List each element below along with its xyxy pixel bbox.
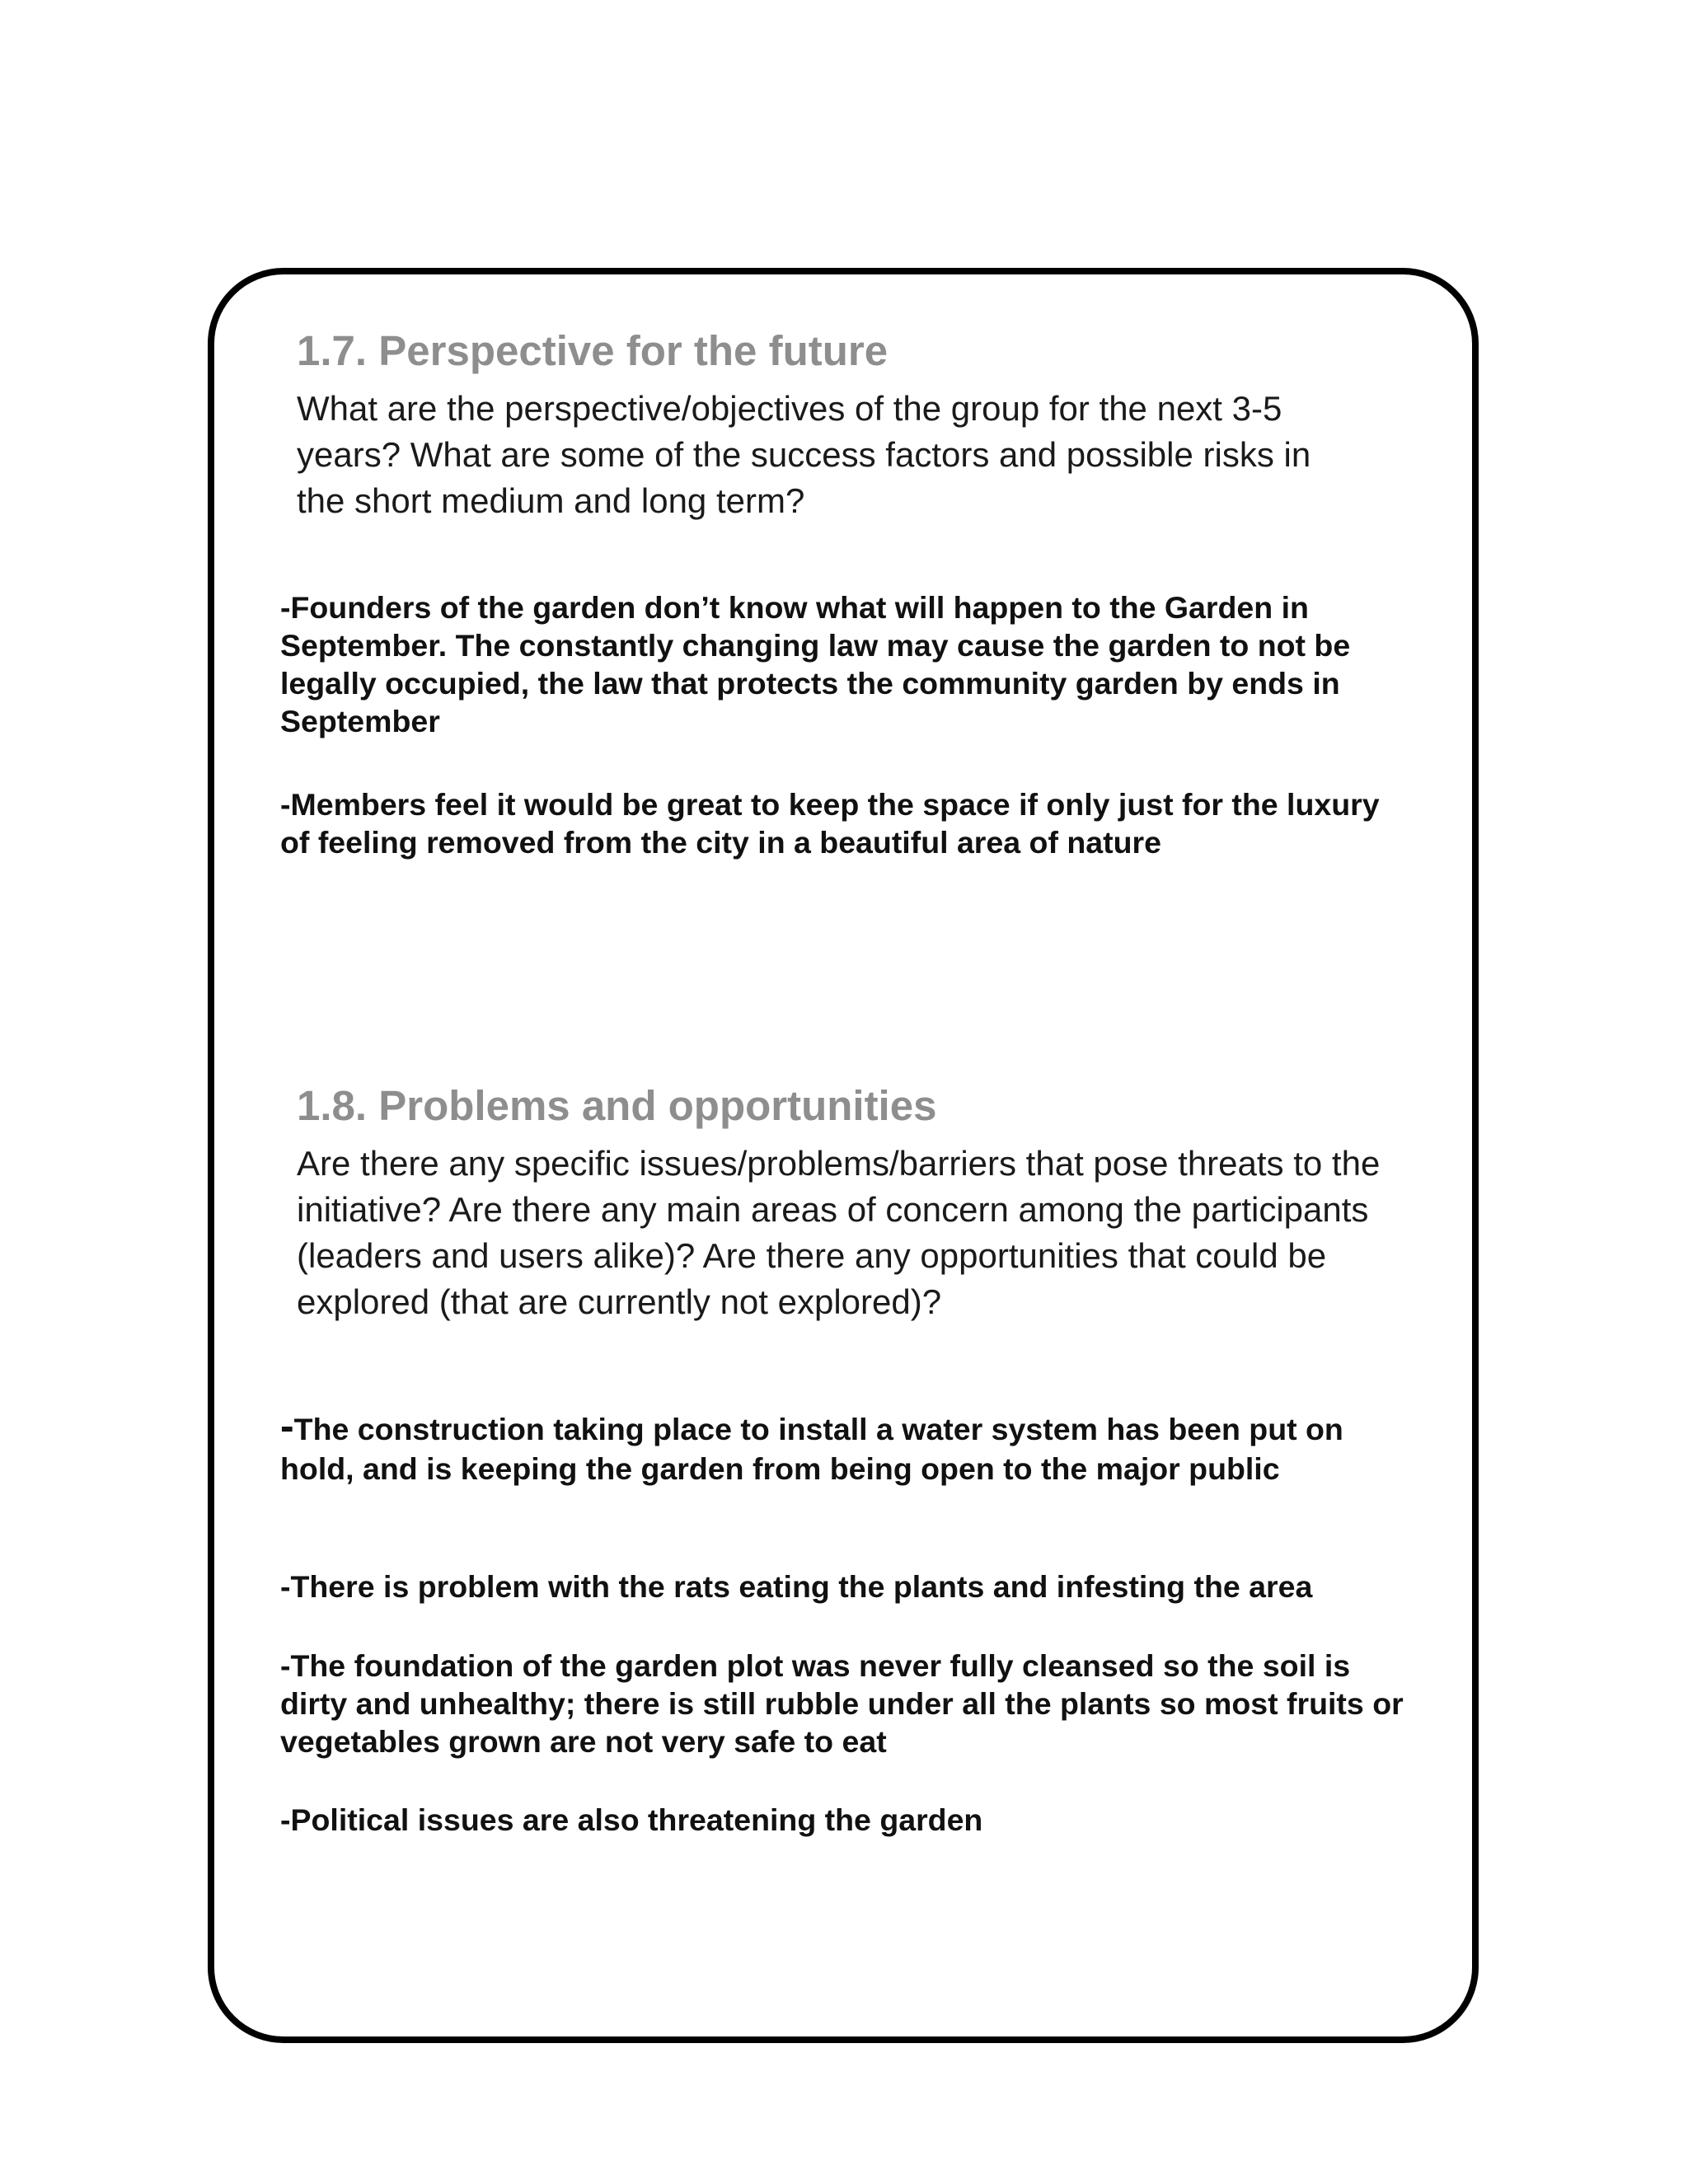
answer-rats: -There is problem with the rats eating the plants and infesting the area bbox=[280, 1569, 1313, 1604]
section-question-problems: Are there any specific issues/problems/barriers that pose threats to the initiative? Are there any main areas of concern among the participants (leaders and users alike)? Are there any opportunities that could be explored (that are currently not explored)? bbox=[297, 1144, 1381, 1321]
section-heading-perspective: 1.7. Perspective for the future bbox=[297, 327, 889, 374]
answer-members: -Members feel it would be great to keep the space if only just for the luxury of feeling removed from the city in a beautiful area of nature bbox=[280, 787, 1380, 860]
answer-soil: -The foundation of the garden plot was never fully cleansed so the soil is dirty and unhealthy; there is still rubble under all the plants so most fruits or vegetables grown are not very safe to eat bbox=[280, 1648, 1404, 1759]
answer-construction-text: The construction taking place to install a water system has been put on hold, and is keeping the garden from being open to the major public bbox=[280, 1412, 1343, 1486]
answer-construction bbox=[280, 1403, 1409, 1488]
section-heading-problems: 1.8. Problems and opportunities bbox=[297, 1082, 937, 1129]
answer-dash: - bbox=[280, 1403, 294, 1449]
answer-founders: -Founders of the garden don’t know what will happen to the Garden in September. The constantly changing law may cause the garden to not be legally occupied, the law that protects the community garden by ends in September bbox=[280, 590, 1351, 738]
section-question-perspective: What are the perspective/objectives of the group for the next 3-5 years? What are some of the success factors and possible risks in the short medium and long term? bbox=[297, 389, 1311, 520]
answer-political: -Political issues are also threatening the garden bbox=[280, 1802, 983, 1837]
